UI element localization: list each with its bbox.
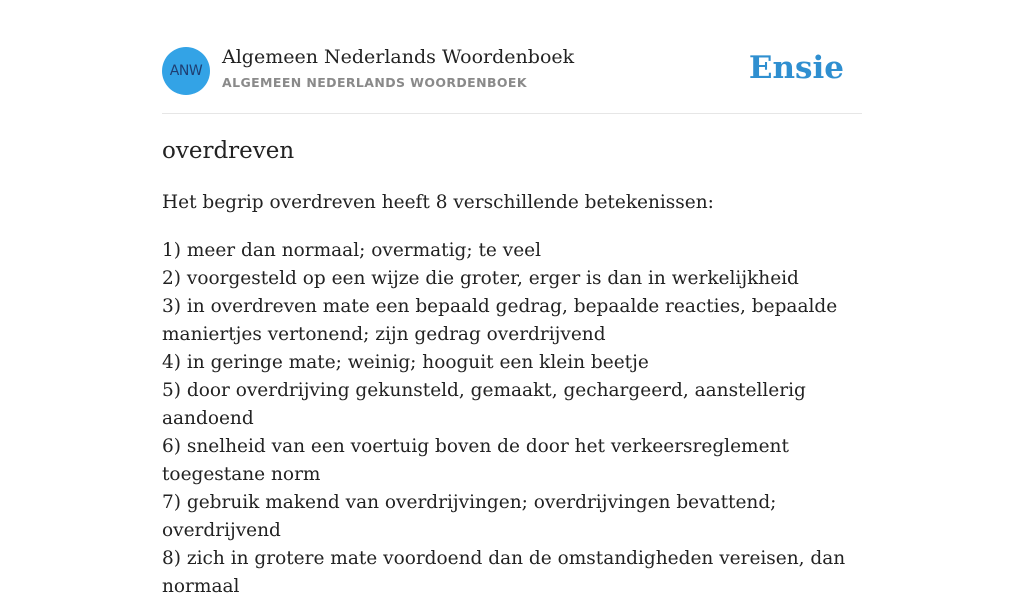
source-header	[162, 46, 862, 96]
source-subtitle: ALGEMEEN NEDERLANDS WOORDENBOEK	[222, 75, 527, 90]
meaning-item: 1) meer dan normaal; overmatig; te veel	[162, 240, 542, 261]
meaning-item: 5) door overdrijving gekunsteld, gemaakt, gechargeerd, aanstellerig aandoend	[162, 380, 806, 429]
meanings-list	[162, 237, 868, 601]
meaning-item: 4) in geringe mate; weinig; hooguit een klein beetje	[162, 352, 649, 373]
meaning-item: 2) voorgesteld op een wijze die groter, erger is dan in werkelijkheid	[162, 268, 799, 289]
source-title[interactable]: Algemeen Nederlands Woordenboek	[222, 46, 575, 68]
header-divider	[162, 113, 862, 114]
meaning-item: 8) zich in grotere mate voordoend dan de omstandigheden vereisen, dan normaal	[162, 548, 846, 597]
page-title: overdreven	[162, 138, 295, 164]
ensie-logo[interactable]: Ensie	[748, 50, 844, 86]
anw-logo-text: ANW	[169, 63, 203, 79]
meaning-item: 3) in overdreven mate een bepaald gedrag, bepaalde reacties, bepaalde maniertjes vertonend; zijn gedrag overdrijvend	[162, 296, 838, 345]
meaning-item: 6) snelheid van een voertuig boven de door het verkeersreglement toegestane norm	[162, 436, 789, 485]
meaning-item: 7) gebruik makend van overdrijvingen; overdrijvingen bevattend; overdrijvend	[162, 492, 777, 541]
anw-logo[interactable]	[162, 47, 210, 95]
entry-intro: Het begrip overdreven heeft 8 verschillende betekenissen:	[162, 192, 714, 213]
